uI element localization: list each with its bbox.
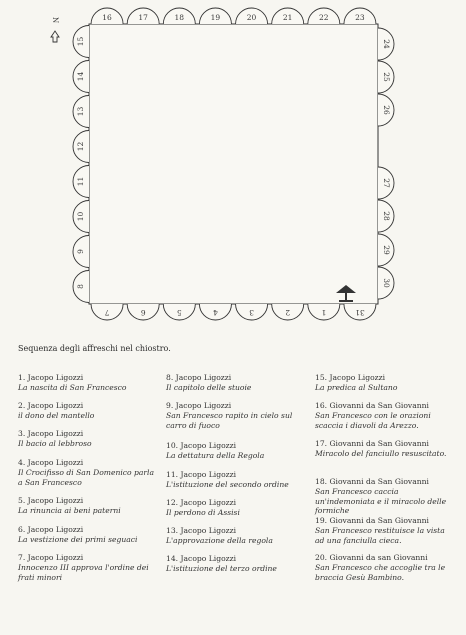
entry-title: La rinuncia ai beni paterni (18, 505, 121, 515)
entry-author: 7. Jacopo Ligozzi (18, 553, 84, 562)
legend-entry (166, 526, 306, 546)
entry-title: Innocenzo III approva l'ordine dei frati minori (18, 562, 149, 582)
entry-title: San Francesco caccia un'indemoniata e il miracolo delle formiche (315, 486, 447, 516)
bottom-6-number: 6 (140, 308, 146, 317)
entry-title: Il Crocifisso di San Domenico parla a San Francesco (18, 467, 155, 487)
entry-title: La dettatura della Regola (166, 450, 265, 460)
entry-title: il dono del mantello (18, 410, 95, 420)
legend-entry (315, 439, 455, 459)
north-label: N (51, 16, 59, 24)
figure-caption: Sequenza degli affreschi nel chiostro. (18, 344, 171, 353)
courtyard (89, 24, 378, 304)
legend-entry (166, 401, 306, 430)
left-15-number: 15 (76, 36, 85, 47)
bottom-1-number: 1 (321, 308, 327, 317)
entry-author: 20. Giovanni da san Giovanni (315, 553, 428, 562)
right-30-number: 30 (382, 278, 391, 288)
top-16-number: 16 (102, 13, 112, 22)
bottom-31-number: 31 (355, 308, 365, 317)
entry-title: L'istituzione del terzo ordine (166, 563, 277, 573)
legend-entry (18, 401, 158, 421)
left-14-number: 14 (76, 71, 85, 82)
entry-author: 10. Jacopo Ligozzi (166, 441, 237, 450)
entry-author: 16. Giovanni da San Giovanni (315, 401, 429, 410)
legend-entry (166, 441, 306, 461)
legend-entry (315, 373, 455, 393)
entry-author: 12. Jacopo Ligozzi (166, 498, 237, 507)
bottom-5-number: 5 (176, 308, 182, 317)
bottom-2-number: 2 (285, 308, 291, 317)
entry-title: L'istituzione del secondo ordine (166, 479, 289, 489)
entry-author: 13. Jacopo Ligozzi (166, 526, 237, 535)
legend-entry (18, 525, 158, 545)
legend-entry (18, 496, 158, 516)
legend-entry (18, 373, 158, 393)
north-arrow-icon (51, 31, 59, 42)
right-27-number: 27 (382, 178, 391, 188)
entry-author: 11. Jacopo Ligozzi (166, 470, 237, 479)
left-11-number: 11 (76, 176, 85, 187)
bottom-7-number: 7 (104, 308, 110, 317)
left-9-number: 9 (76, 249, 85, 254)
entry-title: Il capitolo delle stuoie (166, 382, 252, 392)
entry-author: 5. Jacopo Ligozzi (18, 496, 84, 505)
top-23-number: 23 (355, 13, 365, 22)
entry-author: 14. Jacopo Ligozzi (166, 554, 237, 563)
top-22-number: 22 (319, 13, 329, 22)
legend-entry (18, 458, 158, 487)
left-12-number: 12 (76, 141, 85, 152)
top-18-number: 18 (174, 13, 185, 22)
entry-title: San Francesco rapito in cielo sul carro di fuoco (166, 410, 293, 430)
right-26-number: 26 (382, 105, 391, 115)
entry-author: 3. Jacopo Ligozzi (18, 429, 84, 438)
legend-entry (315, 401, 455, 430)
entry-author: 15. Jacopo Ligozzi (315, 373, 386, 382)
right-28-number: 28 (382, 211, 391, 221)
entry-title: San Francesco che accoglie tra le braccia Gesù Bambino. (315, 562, 446, 582)
entry-author: 1. Jacopo Ligozzi (18, 373, 84, 382)
entry-author: 2. Jacopo Ligozzi (18, 401, 84, 410)
legend-entry (166, 470, 306, 490)
top-21-number: 21 (282, 13, 293, 22)
legend-entry (166, 554, 306, 574)
entry-title: La nascita di San Francesco (18, 382, 127, 392)
legend-entry (315, 553, 455, 582)
top-17-number: 17 (138, 13, 148, 22)
right-29-number: 29 (382, 245, 391, 255)
entry-title: Il bacio al lebbroso (18, 438, 92, 448)
legend-entry (166, 373, 306, 393)
legend-entry (166, 498, 306, 518)
bottom-3-number: 3 (249, 308, 254, 317)
entry-title: La predica al Sultano (315, 382, 398, 392)
right-25-number: 25 (382, 72, 391, 82)
entry-author: 19. Giovanni da San Giovanni (315, 516, 429, 525)
entry-title: San Francesco restituisce la vista ad una fanciulla cieca. (315, 525, 445, 545)
entry-title: San Francesco con le orazioni scaccia i diavoli da Arezzo. (315, 410, 431, 430)
entry-author: 8. Jacopo Ligozzi (166, 373, 232, 382)
legend-entry (315, 516, 455, 545)
top-19-number: 19 (210, 13, 221, 22)
entry-author: 17. Giovanni da San Giovanni (315, 439, 429, 448)
top-20-number: 20 (246, 13, 257, 22)
left-13-number: 13 (76, 106, 85, 117)
entry-title: La vestizione dei primi seguaci (18, 534, 138, 544)
bottom-4-number: 4 (213, 308, 218, 317)
entry-title: Il perdono di Assisi (166, 507, 240, 517)
right-24-number: 24 (382, 39, 391, 49)
entry-author: 4. Jacopo Ligozzi (18, 458, 84, 467)
legend-entry (315, 477, 455, 516)
legend-entry (18, 553, 158, 582)
fresco-legend (18, 373, 458, 633)
left-10-number: 10 (76, 211, 85, 222)
entry-title: L'approvazione della regola (166, 535, 273, 545)
left-8-number: 8 (76, 284, 85, 289)
legend-entry (18, 429, 158, 449)
entry-author: 9. Jacopo Ligozzi (166, 401, 232, 410)
entry-author: 6. Jacopo Ligozzi (18, 525, 84, 534)
entry-title: Miracolo del fanciullo resuscitato. (315, 448, 447, 458)
entry-author: 18. Giovanni da San Giovanni (315, 477, 429, 486)
